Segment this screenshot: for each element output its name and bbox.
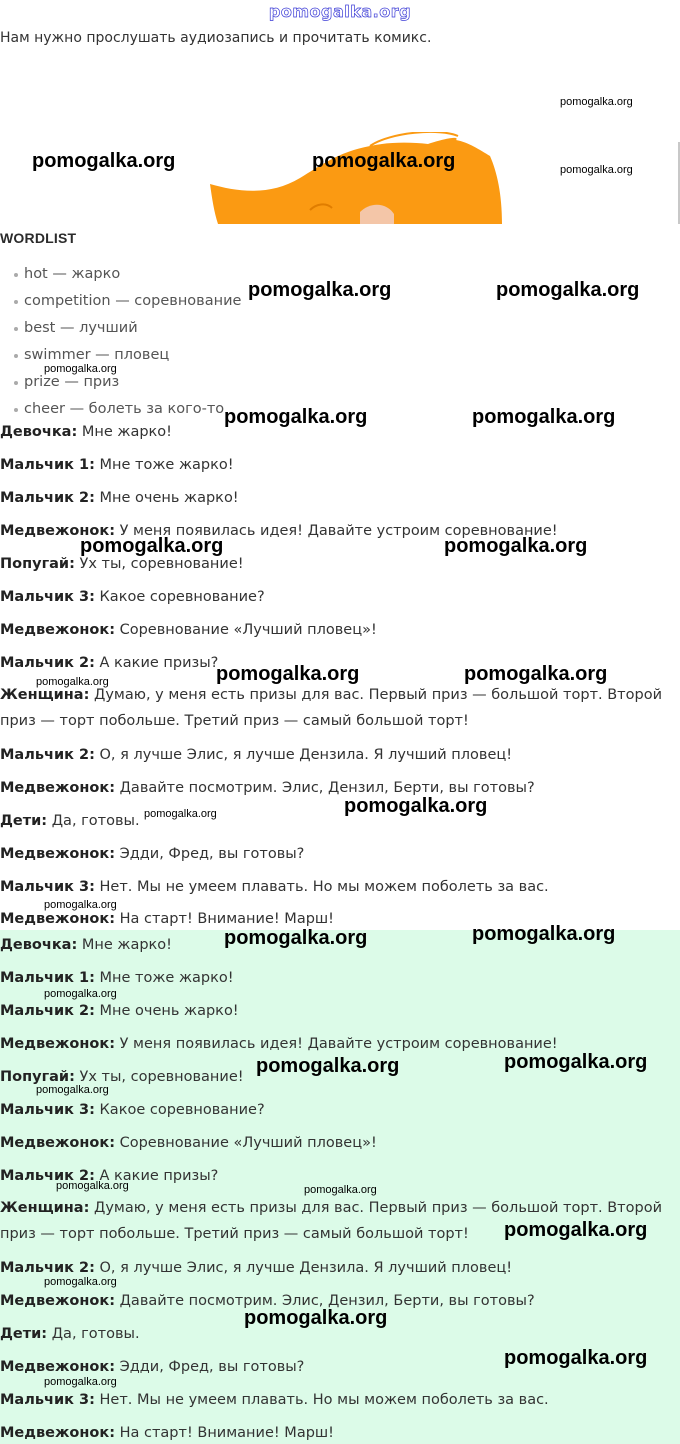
dialogue-line: [0, 968, 234, 988]
watermark: pomogalka.org: [224, 406, 368, 428]
watermark: pomogalka.org: [464, 663, 608, 685]
line-text: На старт! Внимание! Марш!: [115, 1425, 334, 1441]
watermark: pomogalka.org: [496, 279, 640, 301]
dialogue-line: [0, 1324, 140, 1344]
dialogue-line: [0, 455, 234, 475]
line-text: Мне жарко!: [77, 937, 172, 953]
speaker: Попугай:: [0, 1069, 75, 1085]
watermark: pomogalka.org: [224, 927, 368, 949]
watermark: pomogalka.org: [304, 1184, 377, 1196]
speaker: Медвежонок:: [0, 1135, 115, 1151]
speaker: Мальчик 2:: [0, 1003, 95, 1019]
speaker: Медвежонок:: [0, 1293, 115, 1309]
line-text: А какие призы?: [94, 655, 219, 671]
line-text: Да, готовы.: [47, 1326, 140, 1342]
speaker: Медвежонок:: [0, 911, 115, 927]
watermark: pomogalka.org: [32, 150, 176, 172]
watermark: pomogalka.org: [312, 150, 456, 172]
dialogue-line: [0, 1034, 558, 1054]
dialogue-line: [0, 811, 140, 831]
watermark: pomogalka.org: [44, 363, 117, 375]
wordlist-title: WORDLIST: [0, 230, 77, 246]
speaker: Дети:: [0, 813, 48, 829]
speaker: Мальчик 1:: [0, 970, 95, 986]
line-text: Эдди, Фред, вы готовы?: [115, 846, 305, 862]
speaker: Медвежонок:: [0, 1425, 115, 1441]
line-text: Давайте посмотрим. Элис, Дензил, Берти, вы готовы?: [115, 1293, 535, 1309]
dialogue-line: [0, 682, 680, 734]
line-text: Мне тоже жарко!: [94, 970, 234, 986]
dialogue-line: [0, 620, 377, 640]
dialogue-line: [0, 1423, 334, 1443]
speaker: Попугай:: [0, 556, 75, 572]
line-text: Ух ты, соревнование!: [74, 1069, 244, 1085]
dialogue-line: [0, 909, 334, 929]
speaker: Медвежонок:: [0, 1036, 115, 1052]
speaker: Медвежонок:: [0, 780, 115, 796]
line-text: Думаю, у меня есть призы для вас. Первый приз — большой торт. Второй приз — торт побольше. Третий приз — самый большой торт!: [0, 1200, 662, 1242]
speaker: Мальчик 2:: [0, 490, 95, 506]
speaker: Девочка:: [0, 937, 78, 953]
line-text: Мне жарко!: [77, 424, 172, 440]
watermark: pomogalka.org: [216, 663, 360, 685]
speaker: Женщина:: [0, 1200, 90, 1216]
watermark: pomogalka.org: [244, 1307, 388, 1329]
line-text: У меня появилась идея! Давайте устроим соревнование!: [115, 1036, 558, 1052]
watermark: pomogalka.org: [56, 1180, 129, 1192]
line-text: Соревнование «Лучший пловец»!: [115, 1135, 377, 1151]
dialogue-line: [0, 935, 172, 955]
wordlist-item: swimmer — пловец: [14, 345, 241, 372]
speaker: Медвежонок:: [0, 622, 115, 638]
dialogue-line: [0, 877, 549, 897]
watermark: pomogalka.org: [560, 164, 633, 176]
comic-image: [210, 132, 502, 224]
dialogue-line: [0, 844, 304, 864]
line-text: Мне тоже жарко!: [94, 457, 234, 473]
speaker: Медвежонок:: [0, 523, 115, 539]
line-text: Мне очень жарко!: [94, 490, 239, 506]
watermark: pomogalka.org: [144, 808, 217, 820]
wordlist-item: cheer — болеть за кого-то: [14, 399, 241, 426]
wordlist-item: best — лучший: [14, 318, 241, 345]
line-text: Давайте посмотрим. Элис, Дензил, Берти, вы готовы?: [115, 780, 535, 796]
line-text: Нет. Мы не умеем плавать. Но мы можем поболеть за вас.: [94, 879, 549, 895]
speaker: Мальчик 3:: [0, 879, 95, 895]
speaker: Мальчик 2:: [0, 1260, 95, 1276]
dialogue-line: [0, 587, 265, 607]
wordlist-item: hot — жарко: [14, 264, 241, 291]
speaker: Медвежонок:: [0, 846, 115, 862]
watermark: pomogalka.org: [256, 1055, 400, 1077]
watermark: pomogalka.org: [248, 279, 392, 301]
speaker: Мальчик 2:: [0, 655, 95, 671]
line-text: Думаю, у меня есть призы для вас. Первый приз — большой торт. Второй приз — торт побольше. Третий приз — самый большой торт!: [0, 687, 662, 729]
line-text: Соревнование «Лучший пловец»!: [115, 622, 377, 638]
dialogue-line: [0, 1100, 265, 1120]
dialogue-line: [0, 1258, 512, 1278]
comic-illustration: [210, 132, 502, 224]
watermark: pomogalka.org: [80, 535, 224, 557]
dialogue-line: [0, 1133, 377, 1153]
speaker: Мальчик 3:: [0, 1102, 95, 1118]
wordlist-item: competition — соревнование: [14, 291, 241, 318]
dialogue-line: [0, 745, 512, 765]
wordlist-item: prize — приз: [14, 372, 241, 399]
line-text: Эдди, Фред, вы готовы?: [115, 1359, 305, 1375]
speaker: Мальчик 3:: [0, 1392, 95, 1408]
speaker: Мальчик 2:: [0, 1168, 95, 1184]
speaker: Мальчик 3:: [0, 589, 95, 605]
dialogue-line: [0, 653, 218, 673]
line-text: Нет. Мы не умеем плавать. Но мы можем поболеть за вас.: [94, 1392, 549, 1408]
dialogue-line: [0, 422, 172, 442]
speaker: Дети:: [0, 1326, 48, 1342]
watermark: pomogalka.org: [444, 535, 588, 557]
line-text: А какие призы?: [94, 1168, 219, 1184]
dialogue-line: [0, 1001, 239, 1021]
speaker: Женщина:: [0, 687, 90, 703]
watermark: pomogalka.org: [44, 1276, 117, 1288]
dialogue-line: [0, 1357, 304, 1377]
watermark: pomogalka.org: [44, 1376, 117, 1388]
line-text: Да, готовы.: [47, 813, 140, 829]
speaker: Медвежонок:: [0, 1359, 115, 1375]
watermark: pomogalka.org: [44, 899, 117, 911]
intro-text: Нам нужно прослушать аудиозапись и прочитать комикс.: [0, 30, 432, 46]
watermark: pomogalka.org: [560, 96, 633, 108]
wordlist: [14, 264, 241, 426]
line-text: О, я лучше Элис, я лучше Дензила. Я лучший пловец!: [94, 1260, 513, 1276]
line-text: Ух ты, соревнование!: [74, 556, 244, 572]
watermark: pomogalka.org: [472, 923, 616, 945]
line-text: Какое соревнование?: [94, 589, 265, 605]
line-text: На старт! Внимание! Марш!: [115, 911, 334, 927]
line-text: О, я лучше Элис, я лучше Дензила. Я лучший пловец!: [94, 747, 513, 763]
watermark: pomogalka.org: [504, 1051, 648, 1073]
speaker: Мальчик 2:: [0, 747, 95, 763]
site-logo[interactable]: pomogalka.org: [268, 2, 412, 21]
line-text: Какое соревнование?: [94, 1102, 265, 1118]
line-text: У меня появилась идея! Давайте устроим соревнование!: [115, 523, 558, 539]
watermark: pomogalka.org: [504, 1219, 648, 1241]
dialogue-line: [0, 488, 239, 508]
watermark: pomogalka.org: [36, 676, 109, 688]
watermark: pomogalka.org: [344, 795, 488, 817]
watermark: pomogalka.org: [44, 988, 117, 1000]
line-text: Мне очень жарко!: [94, 1003, 239, 1019]
speaker: Девочка:: [0, 424, 78, 440]
watermark: pomogalka.org: [36, 1084, 109, 1096]
dialogue-line: [0, 1390, 549, 1410]
watermark: pomogalka.org: [472, 406, 616, 428]
watermark: pomogalka.org: [504, 1347, 648, 1369]
speaker: Мальчик 1:: [0, 457, 95, 473]
